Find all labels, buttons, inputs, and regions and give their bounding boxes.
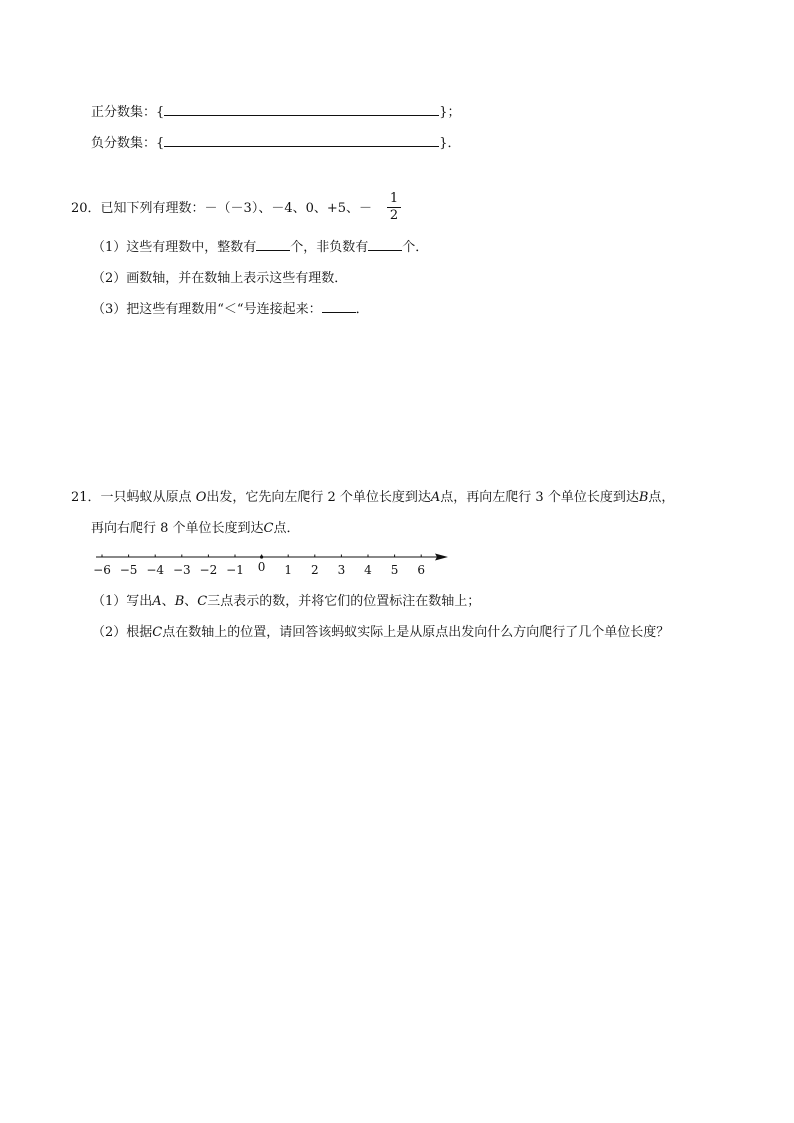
number-line-tick-label: 5 bbox=[390, 563, 399, 577]
number-line-tick-label: −3 bbox=[172, 563, 191, 577]
q21-line1-s3: 点，再向左爬行 3 个单位长度到达 bbox=[440, 490, 639, 505]
number-line-tick-label: −4 bbox=[146, 563, 165, 577]
negative-fraction-set bbox=[91, 136, 461, 152]
q20-stem bbox=[71, 201, 372, 217]
q20-part-1 bbox=[92, 240, 428, 256]
q20-fraction-numerator: 1 bbox=[389, 191, 399, 206]
q21-number: 21． bbox=[71, 490, 101, 505]
number-line-tick-label: 0 bbox=[257, 560, 266, 574]
q20-part-3-text: （3）把这些有理数用“＜“号连接起来： bbox=[92, 302, 322, 317]
q21-part-2-s2: 点在数轴上的位置，请回答该蚂蚁实际上是从原点出发向什么方向爬行了几个单位长度？ bbox=[162, 625, 670, 640]
q20-part-1-text-a: （1）这些有理数中，整数有 bbox=[92, 240, 257, 255]
q21-point-a: A bbox=[430, 490, 441, 505]
q21-part-2 bbox=[92, 625, 669, 641]
q20-part-2 bbox=[92, 271, 347, 287]
q20-part-3 bbox=[92, 302, 369, 318]
q21-part-1-b: B bbox=[174, 594, 185, 609]
q20-part-2-text: （2）画数轴，并在数轴上表示这些有理数． bbox=[92, 271, 348, 286]
positive-fraction-set bbox=[91, 105, 461, 121]
positive-set-answer-blank[interactable] bbox=[164, 115, 439, 116]
q20-part-3-end: ． bbox=[355, 302, 369, 317]
origin-dot bbox=[260, 555, 263, 558]
positive-set-end: }； bbox=[439, 105, 461, 120]
q21-line1-s4: 点， bbox=[648, 490, 675, 505]
q21-point-b: B bbox=[638, 490, 649, 505]
q21-part-1-sep1: 、 bbox=[161, 594, 175, 609]
q21-line1-s2: 出发，它先向左爬行 2 个单位长度到达 bbox=[206, 490, 431, 505]
number-line-tick-label: 4 bbox=[364, 563, 372, 577]
q21-line2-s2: 点． bbox=[273, 521, 300, 536]
q21-part-1-sep2: 、 bbox=[184, 594, 198, 609]
q20-part-1-text-b: 个，非负数有 bbox=[290, 240, 369, 255]
q21-line1-s1: 一只蚂蚁从原点 bbox=[100, 490, 196, 505]
q20-integer-count-blank[interactable] bbox=[256, 250, 290, 251]
q21-stem-line-1 bbox=[71, 490, 674, 506]
number-line-tick-label: 3 bbox=[337, 563, 346, 577]
q20-stem-text: 已知下列有理数：－（－3）、－4、0、+5、－ bbox=[100, 201, 373, 216]
q20-ordering-blank[interactable] bbox=[322, 312, 356, 313]
number-line-tick-label: −2 bbox=[199, 563, 218, 577]
q21-point-o: O bbox=[195, 490, 207, 505]
negative-set-end: }． bbox=[439, 136, 461, 151]
q21-part-1 bbox=[92, 594, 480, 610]
number-line-tick-label: 6 bbox=[417, 563, 425, 577]
q20-part-1-text-c: 个． bbox=[402, 240, 429, 255]
number-line-tick-label: −1 bbox=[226, 563, 244, 577]
q20-fraction-denominator: 2 bbox=[389, 208, 399, 223]
q21-part-1-s2: 三点表示的数，并将它们的位置标注在数轴上； bbox=[207, 594, 481, 609]
q21-line2-s1: 再向右爬行 8 个单位长度到达 bbox=[91, 521, 264, 536]
q21-part-2-s1: （2）根据 bbox=[92, 625, 153, 640]
q21-part-1-c: C bbox=[197, 594, 208, 609]
q21-part-1-a: A bbox=[152, 594, 162, 609]
number-line-tick-label: −6 bbox=[93, 563, 111, 577]
q21-part-1-s1: （1）写出 bbox=[92, 594, 153, 609]
negative-set-answer-blank[interactable] bbox=[164, 146, 439, 147]
positive-set-label: 正分数集：{ bbox=[91, 105, 165, 120]
q20-fraction bbox=[387, 192, 401, 223]
negative-set-label: 负分数集：{ bbox=[91, 136, 165, 151]
q21-part-2-c: C bbox=[152, 625, 163, 640]
q21-point-c: C bbox=[263, 521, 274, 536]
q21-stem-line-2 bbox=[91, 521, 300, 537]
number-line-tick-label: 1 bbox=[284, 563, 292, 577]
number-line-tick-label: −5 bbox=[119, 563, 138, 577]
number-line-tick-label: 2 bbox=[310, 563, 319, 577]
q20-number: 20． bbox=[71, 201, 101, 216]
q20-nonnegative-count-blank[interactable] bbox=[368, 250, 402, 251]
